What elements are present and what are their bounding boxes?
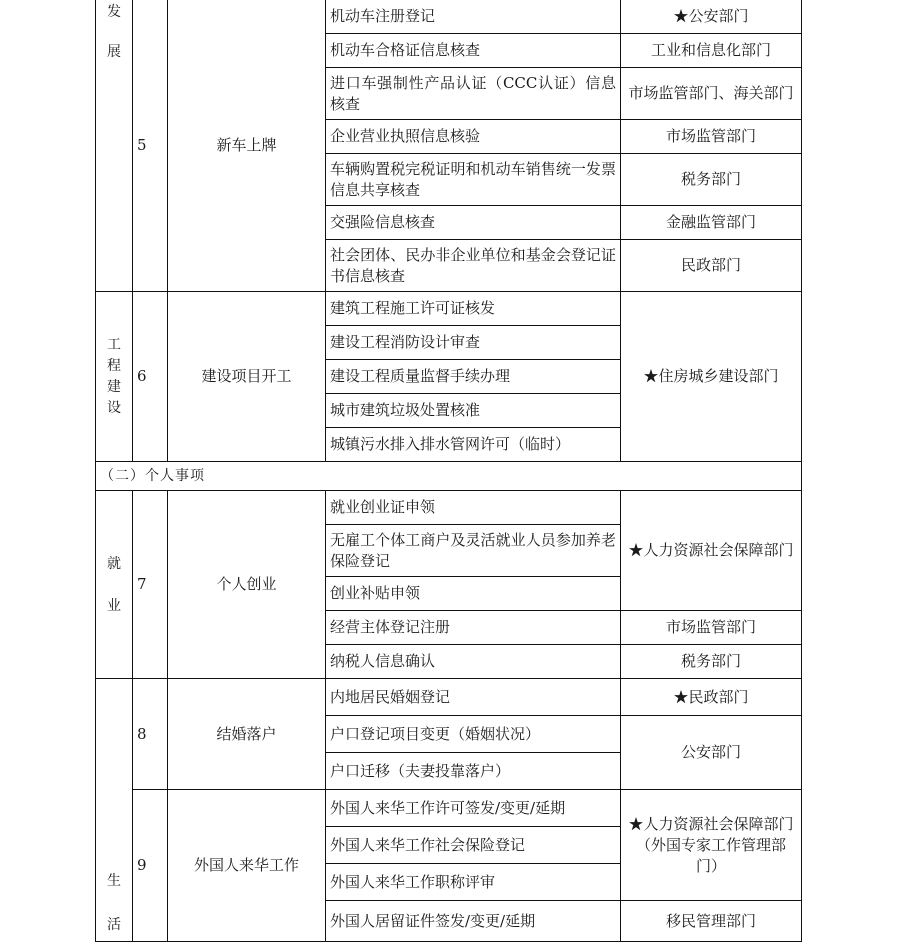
table-row (96, 679, 802, 716)
department: 市场监管部门 (621, 611, 802, 645)
sub-item: 企业营业执照信息核验 (326, 120, 621, 154)
department: 税务部门 (621, 154, 802, 206)
sub-item: 建设工程质量监督手续办理 (326, 360, 621, 394)
category-employment (96, 491, 133, 679)
matter-name: 新车上牌 (168, 0, 326, 292)
sub-item: 户口登记项目变更（婚姻状况） (326, 716, 621, 753)
sub-item: 城镇污水排入排水管网许可（临时） (326, 428, 621, 462)
sub-item: 建筑工程施工许可证核发 (326, 292, 621, 326)
sub-item: 城市建筑垃圾处置核准 (326, 394, 621, 428)
sub-item: 就业创业证申领 (326, 491, 621, 525)
sub-item: 内地居民婚姻登记 (326, 679, 621, 716)
sub-item: 外国人来华工作许可签发/变更/延期 (326, 790, 621, 827)
sub-item: 外国人来华工作社会保险登记 (326, 827, 621, 864)
item-number: 7 (133, 491, 168, 679)
sub-item: 无雇工个体工商户及灵活就业人员参加养老保险登记 (326, 525, 621, 577)
matter-name: 建设项目开工 (168, 292, 326, 462)
department: ★民政部门 (621, 679, 802, 716)
department: 税务部门 (621, 645, 802, 679)
section-title: （二）个人事项 (96, 462, 802, 491)
sub-item: 建设工程消防设计审查 (326, 326, 621, 360)
category-construction (96, 292, 133, 462)
item-number: 6 (133, 292, 168, 462)
matter-name: 外国人来华工作 (168, 790, 326, 942)
table-row (96, 491, 802, 525)
section-row (96, 462, 802, 491)
item-number: 8 (133, 679, 168, 790)
sub-item: 外国人居留证件签发/变更/延期 (326, 901, 621, 942)
matters-table (95, 0, 802, 942)
sub-item: 纳税人信息确认 (326, 645, 621, 679)
category-label: 就业 (107, 555, 121, 614)
category-life (96, 679, 133, 942)
sub-item: 创业补贴申领 (326, 577, 621, 611)
sub-item: 机动车注册登记 (326, 0, 621, 34)
department: 公安部门 (621, 716, 802, 790)
sub-item: 户口迁移（夫妻投靠落户） (326, 753, 621, 790)
table-row (96, 0, 802, 34)
category-label: 工程建设 (107, 336, 121, 416)
item-number: 5 (133, 0, 168, 292)
sub-item: 交强险信息核查 (326, 206, 621, 240)
department: 工业和信息化部门 (621, 34, 802, 68)
category-label: 生活 (107, 873, 121, 933)
department: ★公安部门 (621, 0, 802, 34)
category-label: 发展 (107, 4, 121, 60)
department: 市场监管部门、海关部门 (621, 68, 802, 120)
category-development (96, 0, 133, 292)
table-row (96, 790, 802, 827)
sub-item: 经营主体登记注册 (326, 611, 621, 645)
department: 金融监管部门 (621, 206, 802, 240)
item-number: 9 (133, 790, 168, 942)
department: 市场监管部门 (621, 120, 802, 154)
sub-item: 机动车合格证信息核查 (326, 34, 621, 68)
sub-item: 社会团体、民办非企业单位和基金会登记证书信息核查 (326, 240, 621, 292)
matter-name: 结婚落户 (168, 679, 326, 790)
matter-name: 个人创业 (168, 491, 326, 679)
department: 民政部门 (621, 240, 802, 292)
department: ★人力资源社会保障部门（外国专家工作管理部门） (621, 790, 802, 901)
sub-item: 进口车强制性产品认证（CCC认证）信息核查 (326, 68, 621, 120)
sub-item: 车辆购置税完税证明和机动车销售统一发票信息共享核查 (326, 154, 621, 206)
department: 移民管理部门 (621, 901, 802, 942)
sub-item: 外国人来华工作职称评审 (326, 864, 621, 901)
department: ★住房城乡建设部门 (621, 292, 802, 462)
department: ★人力资源社会保障部门 (621, 491, 802, 611)
table-row (96, 292, 802, 326)
